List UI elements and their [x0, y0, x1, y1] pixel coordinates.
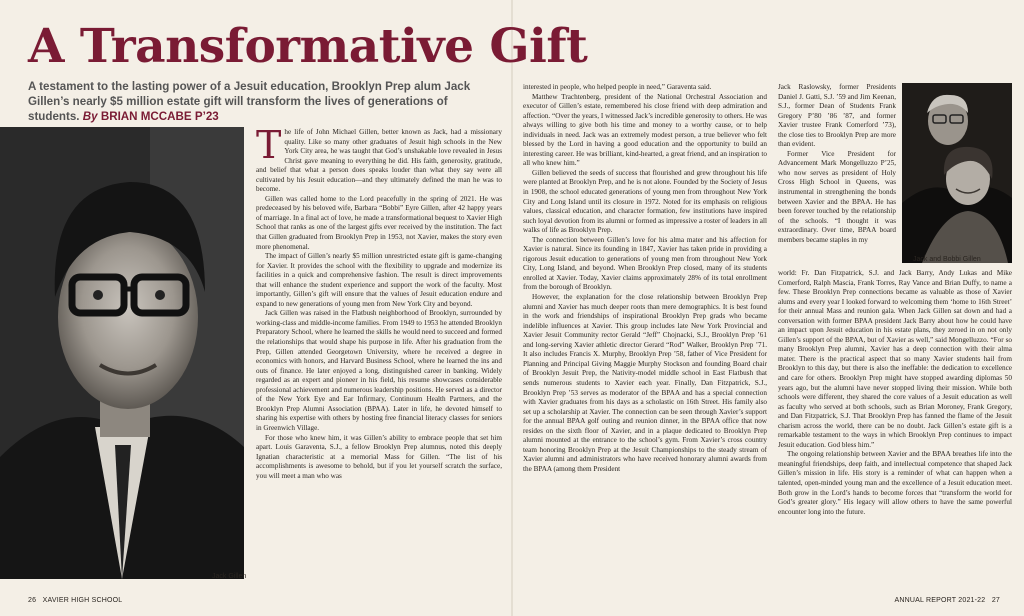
- column-1: [256, 128, 502, 594]
- column-2: [523, 83, 767, 593]
- deck-text: A testament to the lasting power of a Jesuit education, Brooklyn Prep alum Jack Gillen’s nearly $5 million estate gift will transform the lives of generations of students.: [28, 80, 471, 123]
- col1-paragraph: The impact of Gillen’s nearly $5 million unrestricted estate gift is game-changing for Xavier. It provides the school with the flexibility to upgrade and modernize its facilities in a quick and comprehensive fashion. The result is direct improvements that will enhance the student experience and support the work of the faculty. Most importantly, Gillen’s gift will ensure that the values of Jesuit education endure and expand to new generations of young men from New York City and beyond.: [256, 252, 502, 308]
- column-3-top: [778, 83, 896, 269]
- col1-paragraph: For those who knew him, it was Gillen’s ability to embrace people that set him apart. Louis Garaventa, S.J., a fellow Brooklyn Prep alumnus, noted this deeply Ignatian characteristic at a memorial Mass for Gillen. “The list of his accomplishments is awesome to behold, but if you let yourself scratch the surface, you will meet a man who was: [256, 433, 502, 480]
- couple-illustration: [902, 83, 1012, 263]
- drop-cap: T: [256, 128, 282, 167]
- column-3-bottom: [778, 269, 1012, 594]
- byline-name: BRIAN MCCABE P’23: [100, 110, 219, 123]
- col2-paragraph: The connection between Gillen’s love for his alma mater and his affection for Xavier is natural. Since its founding in 1847, Xavier has taken pride in providing a rigorous Jesuit education to generations of young men from throughout New York City, Long Island, and beyond. When Brooklyn Prep closed, many of its students enrolled at Xavier. Today, Xavier claims approximately 28% of its total enrollment from the borough of Brooklyn.: [523, 235, 767, 292]
- col1-paragraph: Jack Gillen was raised in the Flatbush neighborhood of Brooklyn, surrounded by working-class and middle-income families. From 1949 to 1953 he attended Brooklyn Preparatory School, where he learned the skills he would need to succeed and formed the relationships that would shape his purpose in life. After his graduation from the Prep, Gillen attended Georgetown University, where he received a degree in economics with honors, and Harvard Business School, where he learned the ins and outs of finance. He later enjoyed a long, distinguished career in banking. Widely regarded as an expert and pioneer in his field, his resume showcases considerable professional achievement and numerous leadership positions. He served as a director of the New York Eye and Ear Infirmary, Continuum Health Partners, and the Brooklyn Prep Alumni Association (BPAA). Later in life, he devoted himself to sharing his expertise with others by hosting free financial literacy classes for seniors in Greenwich Village.: [256, 309, 502, 432]
- publication-name: XAVIER HIGH SCHOOL: [42, 597, 123, 604]
- portrait-illustration: [0, 127, 247, 580]
- jack-and-bobbi-photo: [902, 83, 1012, 263]
- page-number-right: 27: [991, 597, 1000, 604]
- col3-paragraph: The ongoing relationship between Xavier and the BPAA breathes life into the meaningful friendships, deep faith, and intellectual competence that shaped Jack Gillen’s mission in life. His story is a reminder of what can happen when a talented, open-minded young man and the excellence of a Jesuit education meet. Both grow in the Lord’s hands to become forces that “transform the world for God’s greater glory.” His legacy will allow others to have the same powerful encounter long into the future.: [778, 450, 1012, 516]
- byline-by: By: [82, 110, 98, 123]
- page-gutter: [511, 0, 513, 616]
- page-number-left: 26: [28, 597, 37, 604]
- article-title: A Transformative Gift: [28, 19, 588, 74]
- folio-right: [895, 597, 1000, 604]
- caption-jack-and-bobbi: Jack and Bobbi Gillen: [913, 256, 981, 263]
- col1-paragraph: Gillen was called home to the Lord peacefully in the spring of 2021. He was predeceased by his beloved wife, Barbara “Bobbi” Eyre Gillen, after 42 happy years of marriage. In a final act of love, he made a transformational bequest to Xavier High School that ranks as one of the largest gifts ever received by the institution. The fact that Gillen graduated from Brooklyn Prep in 1953, not Xavier, makes the story even more phenomenal.: [256, 194, 502, 251]
- jack-gillen-portrait: [0, 127, 247, 580]
- col2-paragraph: interested in people, who helped people in need,” Garaventa said.: [523, 83, 712, 91]
- folio-left: [28, 597, 122, 604]
- col2-paragraph: Matthew Trachtenberg, president of the National Orchestral Association and executor of Gillen’s estate, remembered his close friend with deep admiration and affection. “Over the years, I witnessed Jack’s incredible generosity to others. He was always willing to give both his time and money to a worthy cause, or to help individuals in need. Jack was an extremely modest person, a true believer who felt blessed by the Lord in having a good education and the opportunity to build an interesting career. He was brilliant, kind-hearted, a great friend, and an inspiration to all who knew him.”: [523, 92, 767, 168]
- col3-paragraph: Former Vice President for Advancement Mark Mongelluzzo P’25, who now serves as president of Holy Cross High School in Queens, was instrumental in strengthening the bonds between Xavier and the BPAA. He has been forever touched by the relationship of the schools. “I thought it was extraordinary. Over time, BPAA board members became staples in my: [778, 149, 896, 244]
- col2-paragraph: Gillen believed the seeds of success that flourished and grew throughout his life were planted at Brooklyn Prep, and he is not alone. Founded by the Society of Jesus in 1908, the school educated generations of young men from throughout New York City and Long Island until its closure in 1972. Noted for its emphasis on religious values, classical education, and character formation, few institutions have inspired such loyal devotion from its alumni or formed as impressive a roster of leaders in all walks of life as Brooklyn Prep.: [523, 168, 767, 235]
- col2-paragraph: However, the explanation for the close relationship between Brooklyn Prep alumni and Xavier has much deeper roots than mere demographics. It is best found in the work and friendships of inspirational Brooklyn Prep grads who became indelible influences at Xavier. This group includes late New York Provincial and Xavier Jesuit Community rector Gerald “Jeff” Chojnacki, S.J., Brooklyn Prep ’61 and long-serving Xavier athletic director Gerard “Rod” Walker, Brooklyn Prep ’71. It also includes Francis X. Murphy, Brooklyn Prep ’58, father of Vice President for Planning and Principal Giving Maggie Murphy Stockson and founding Board chair of Brooklyn Jesuit Prep, the Nativity-model middle school in East Flatbush that sends numerous students to Xavier each year. Finally, Dan Fitzpatrick, S.J., Brooklyn Prep ’53 serves as moderator of the BPAA and has a special connection with Xavier graduates from his days as a scholastic on 16th Street. His family also set up a scholarship at Xavier. The connection can be seen through Xavier’s support for the annual BPAA golf outing and reunion dinner, in the BPAA office that now resides on the sixth floor of Xavier, and in a plaque dedicated to Brooklyn Prep alumni mounted at the entrance to the school’s gym. From Xavier’s cross country team honoring Brooklyn Prep at the Jesuit Championships to the steady stream of Xavier alumni and administrators who have received honorary alumni awards from the BPAA (among them President: [523, 293, 767, 473]
- caption-jack-gillen: Jack Gillen: [212, 573, 247, 580]
- article-deck: [28, 79, 498, 124]
- report-name: ANNUAL REPORT 2021-22: [894, 597, 986, 604]
- col3-paragraph: Jack Raslowsky, former Presidents Daniel J. Gatti, S.J. ’59 and Jim Keenan, S.J., former Dean of Students Frank Gregory P’80 ’86 ’87, and former Xavier trustee Frank Comerford ’73), the close ties to Brooklyn Prep are more than evident.: [778, 83, 896, 149]
- col1-paragraph: he life of John Michael Gillen, better known as Jack, had a missionary quality. Like so many other graduates of Jesuit high schools in the New York City area, he was taught that God’s unshakable love revealed in Jesus Christ gave meaning to everything he did. His faith, generosity, gratitude, and belief that what a person does speaks louder than what they say were all cultivated by his Jesuit education—and they ultimately defined the man he was to become.: [256, 128, 502, 194]
- col3-paragraph: world: Fr. Dan Fitzpatrick, S.J. and Jack Barry, Andy Lukas and Mike Comerford, Ralph Mascia, Frank Torres, Ray Vance and Brian Duffy, to name a few. These Brooklyn Prep connections became as valuable as those of Xavier alums and every year I looked forward to welcoming them ‘home to 16th Street’ for their annual Mass and reunion gala. When Jack Gillen sat down and had a conversation with former BPAA president Jack Barry about how he could have an impact upon Jesuit education in his estate plans, they zeroed in on not only Gillen’s support of the BPAA, but of Xavier as well,” said Mongelluzzo. “For so many Brooklyn Prep alumni, Xavier has a deep connection with their alma mater. There is the practical aspect that so many Xavier students hail from Brooklyn to this day, but there is also the ineffable: the dedication to excellence and care for others. Brooklyn Prep might have stopped awarding diplomas 50 years ago, but the alumni have never stopped living their mission. While both schools were different, they shared the core values of a Jesuit education as well as faculty who served at both schools, such as Brian Moroney, Frank Gregory, and Dan Fitzpatrick, S.J. That Brooklyn Prep has fanned the flame of the Jesuit charism across the world, there can be no doubt. Jack Gillen’s estate gift is a remarkable testament to the ways in which Brooklyn Prep continues to impact Jesuit education. God bless him.”: [778, 269, 1012, 449]
